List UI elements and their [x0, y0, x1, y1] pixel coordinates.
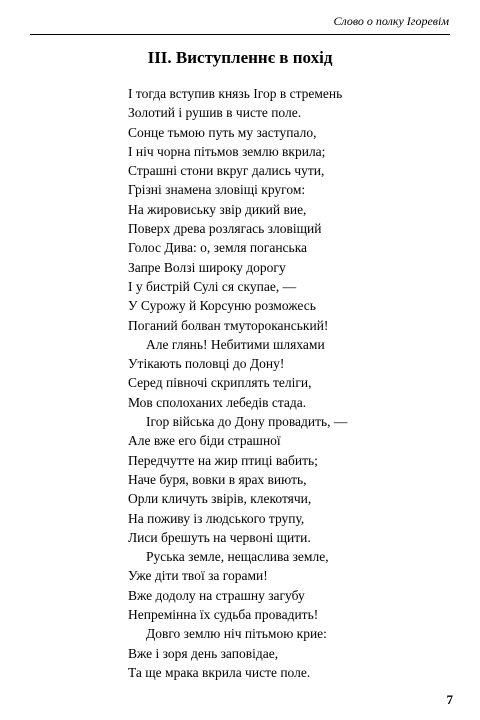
- poem-line: І у бистрій Сулі ся скупае, —: [128, 278, 297, 294]
- poem-line: Лиси брешуть на червоні щити.: [128, 529, 311, 545]
- poem-line: Голос Дива: о, земля поганська: [128, 240, 308, 256]
- poem-body: [128, 84, 458, 682]
- poem-line: На поживу із людського трупу,: [128, 510, 305, 526]
- poem-line: Страшні стони вкруг дались чути,: [128, 163, 325, 179]
- poem-line: Золотий і рушив в чисте поле.: [128, 105, 302, 121]
- header-rule: [30, 34, 450, 35]
- poem-line: Ігор війська до Дону провадить, —: [146, 414, 348, 430]
- poem-line: Орли кличуть звірів, клекотячи,: [128, 491, 312, 507]
- poem-line: Уже діти твої за горами!: [128, 568, 268, 584]
- poem-line: У Сурожу й Корсуню розможесь: [128, 298, 316, 314]
- poem-line: Поверх древа розлягась зловіщий: [128, 221, 322, 237]
- poem-line: Довго землю ніч пітьмою крие:: [146, 626, 327, 642]
- poem-line: Передчутте на жир птиці вабить;: [128, 452, 318, 468]
- poem-line: Вже додолу на страшну загубу: [128, 587, 305, 603]
- poem-line: Мов сполоханих лебедів стада.: [128, 394, 307, 410]
- poem-line: Але вже его біди страшної: [128, 433, 281, 449]
- poem-line: Запре Волзі широку дорогу: [128, 259, 286, 275]
- page-number: 7: [446, 692, 453, 707]
- poem-line: Але глянь! Небитими шляхами: [146, 336, 325, 352]
- poem-line: Серед півночі скриплять теліги,: [128, 375, 312, 391]
- poem-line: Сонце тьмою путь му заступало,: [128, 124, 317, 140]
- running-header: Слово о полку Ігоревім: [333, 14, 449, 28]
- poem-line: Наче буря, вовки в ярах виють,: [128, 471, 307, 487]
- poem-line: І ніч чорна пітьмов землю вкрила;: [128, 143, 326, 159]
- poem-line: Та ще мрака вкрила чисте поле.: [128, 664, 311, 680]
- poem-line: Руська земле, нещаслива земле,: [146, 549, 329, 565]
- poem-line: Вже і зоря день заповідае,: [128, 645, 279, 661]
- poem-line: Поганий болван тмутороканський!: [128, 317, 329, 333]
- poem-line: І тогда вступив князь Ігор в стремень: [128, 86, 343, 101]
- section-title: III. Виступленнє в похід: [147, 48, 333, 67]
- poem-line: Грізні знамена зловіщі кругом:: [128, 182, 306, 198]
- poem-line: Утікають половці до Дону!: [128, 356, 285, 372]
- poem-line: На жировиську звір дикий вие,: [128, 201, 307, 217]
- poem-line: Непремінна їх судьба провадить!: [128, 607, 319, 623]
